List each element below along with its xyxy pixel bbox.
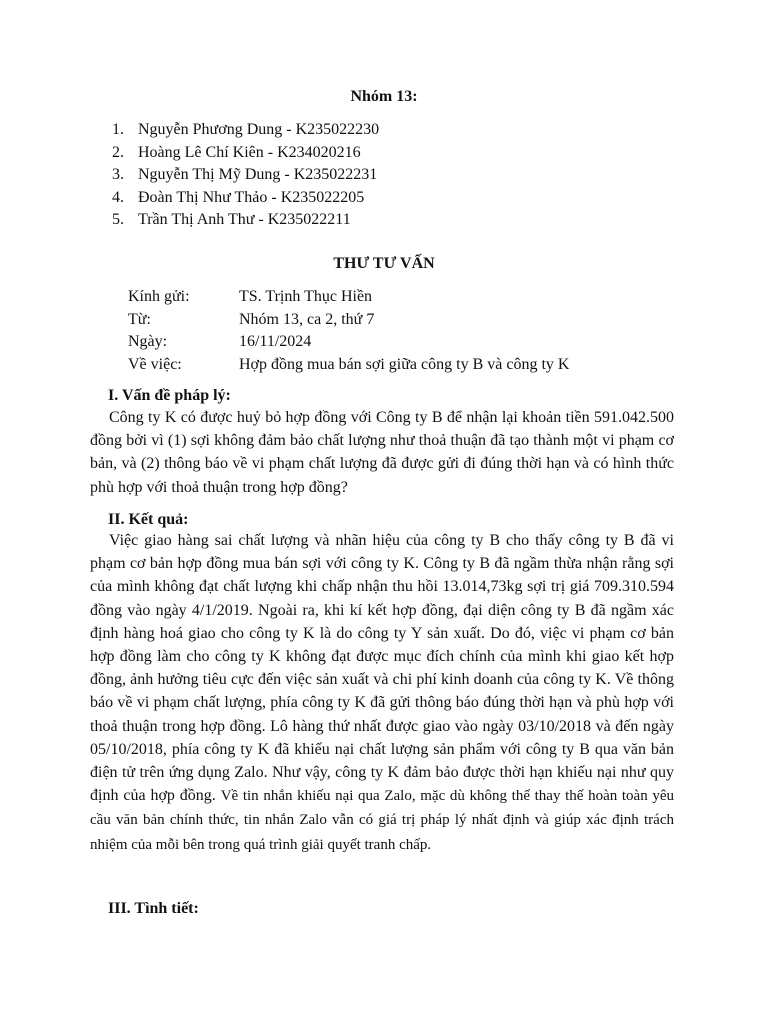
- letter-title: THƯ TƯ VẤN: [333, 255, 435, 272]
- member-name: Nguyễn Phương Dung - K235022230: [138, 121, 380, 138]
- meta-key: Từ:: [128, 310, 151, 328]
- meta-key: Về việc:: [128, 355, 182, 373]
- section-heading-result: II. Kết quả:: [108, 511, 189, 528]
- list-number: 1.: [112, 121, 124, 138]
- list-item: [112, 119, 379, 142]
- list-number: 5.: [112, 211, 124, 228]
- meta-key: Kính gửi:: [128, 288, 190, 305]
- meta-value: TS. Trịnh Thục Hiền: [239, 288, 373, 305]
- group-title: Nhóm 13:: [350, 88, 418, 105]
- member-name: Trần Thị Anh Thư - K235022211: [138, 211, 351, 228]
- section-heading-facts: III. Tình tiết:: [108, 900, 199, 917]
- letter-meta: [128, 286, 569, 376]
- list-item: [112, 187, 379, 210]
- section-body-legal-issue: Công ty K có được huỷ bỏ hợp đồng với Công ty B để nhận lại khoản tiền 591.042.500 đồng bởi vì (1) sợi không đảm bảo chất lượng như thoả thuận đã tạo thành một vi phạm cơ bản, và (2) thông báo về vi phạm chất lượng đã được gửi đi đúng thời hạn và có hình thức phù hợp với thoả thuận trong hợp đồng?: [90, 409, 674, 496]
- result-body-main: Việc giao hàng sai chất lượng và nhãn hiệu của công ty B cho thấy công ty B đã vi phạm cơ bản hợp đồng mua bán sợi với công ty K. Công ty B đã ngầm thừa nhận rằng sợi của mình không đạt chất lượng khi chấp nhận thu hồi 13.014,73kg sợi trị giá 709.310.594 đồng vào ngày 4/1/2019. Ngoài ra, khi kí kết hợp đồng, đại diện công ty B đã ngầm xác định hàng hoá giao cho công ty K là do công ty Y sản xuất. Do đó, việc vi phạm cơ bản hợp đồng làm cho công ty K không đạt được mục đích chính của mình khi giao kết hợp đồng, ảnh hưởng tiêu cực đến việc sản xuất và chi phí kinh doanh của công ty K. Về thông báo về vi phạm chất lượng, phía công ty K đã gửi thông báo đúng thời hạn và phù hợp với thoả thuận trong hợp đồng. Lô hàng thứ nhất được giao vào ngày 03/10/2018 và đến ngày 05/10/2018, phía công ty K đã khiếu nại chất lượng sản phẩm với công ty B qua văn bản điện tử trên ứng dụng Zalo. Như vậy, công ty K đảm bảo được thời hạn khiếu nại như quy định của hợp đồng.: [90, 532, 674, 805]
- meta-value: Nhóm 13, ca 2, thứ 7: [239, 310, 375, 328]
- member-list: [112, 119, 379, 232]
- list-number: 3.: [112, 166, 124, 183]
- list-item: [112, 164, 379, 187]
- meta-row-recipient: [128, 286, 569, 309]
- result-body-tail: Về tin nhắn khiếu nại qua Zalo, mặc dù không thể thay thế hoàn toàn yêu cầu văn bản chính thức, tin nhắn Zalo vẫn có giá trị pháp lý nhất định và giúp xác định trách nhiệm của mỗi bên trong quá trình giải quyết tranh chấp.: [90, 788, 675, 853]
- meta-row-from: [128, 309, 569, 332]
- meta-value: Hợp đồng mua bán sợi giữa công ty B và công ty K: [239, 355, 570, 373]
- section-body-result: [90, 529, 674, 857]
- member-name: Hoàng Lê Chí Kiên - K234020216: [138, 143, 361, 161]
- member-name: Nguyễn Thị Mỹ Dung - K235022231: [138, 166, 378, 183]
- list-number: 2.: [112, 143, 124, 161]
- section-heading-legal-issue: I. Vấn đề pháp lý:: [108, 387, 231, 404]
- member-name: Đoàn Thị Như Thảo - K235022205: [138, 188, 365, 206]
- meta-value: 16/11/2024: [239, 333, 312, 350]
- meta-row-subject: [128, 354, 569, 377]
- list-item: [112, 209, 379, 232]
- list-number: 4.: [112, 188, 124, 206]
- list-item: [112, 142, 379, 165]
- meta-key: Ngày:: [128, 333, 168, 350]
- meta-row-date: [128, 331, 569, 354]
